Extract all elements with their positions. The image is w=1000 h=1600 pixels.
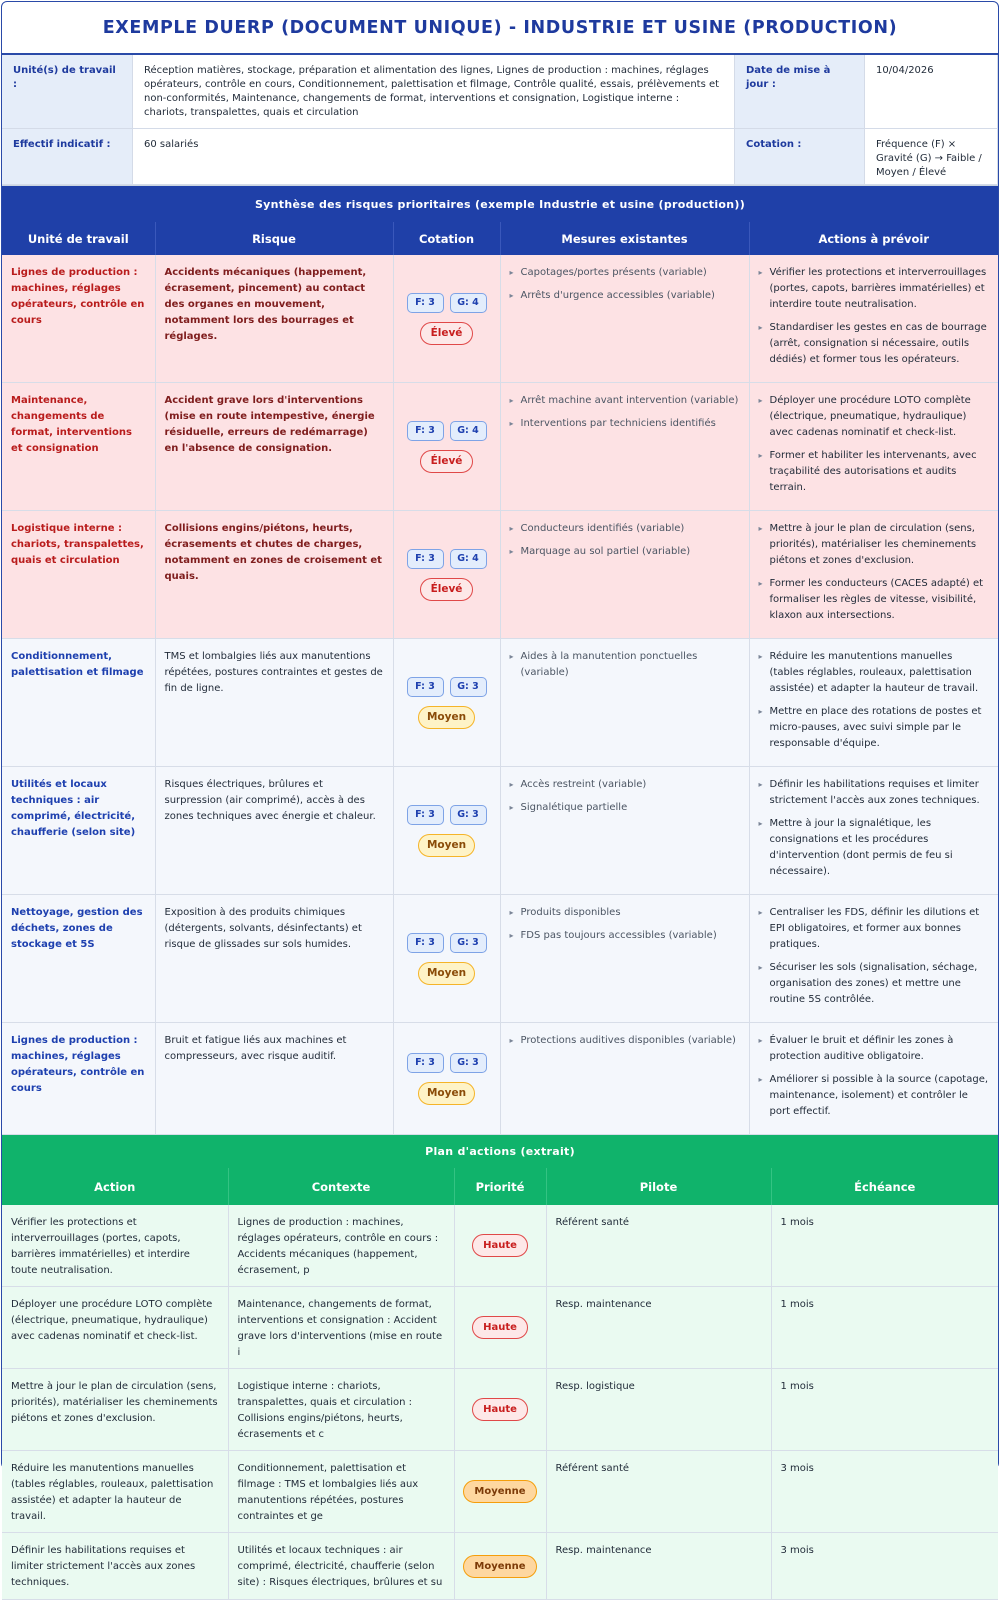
risk-row xyxy=(2,895,998,1023)
risk-section-title: Synthèse des risques prioritaires (exemple Industrie et usine (production)) xyxy=(2,186,998,222)
plan-context: Lignes de production : machines, réglages opérateurs, contrôle en cours : Accidents mécaniques (happement, écrasement, p xyxy=(228,1205,454,1287)
frequency-chip: F: 3 xyxy=(407,293,444,313)
risk-description: Collisions engins/piétons, heurts, écrasements et chutes de charges, notamment en zones de croisement et quais. xyxy=(155,511,393,639)
plan-action: Déployer une procédure LOTO complète (électrique, pneumatique, hydraulique) avec cadenas nominatif et check-list. xyxy=(2,1287,228,1369)
risk-cotation xyxy=(393,255,500,383)
cotation-value: Fréquence (F) × Gravité (G) → Faible / Moyen / Élevé xyxy=(865,129,998,185)
planned-action-item: ▸ Former et habiliter les intervenants, avec traçabilité des autorisations et audits terrain. xyxy=(759,448,990,496)
plan-deadline: 1 mois xyxy=(771,1287,998,1369)
frequency-chip: F: 3 xyxy=(407,933,444,953)
plan-row xyxy=(2,1533,998,1600)
existing-measure-item: ▸ Marquage au sol partiel (variable) xyxy=(510,544,740,560)
frequency-chip: F: 3 xyxy=(407,549,444,569)
risk-cotation xyxy=(393,767,500,895)
planned-action-item: ▸ Définir les habilitations requises et limiter strictement l'accès aux zones techniques. xyxy=(759,777,990,809)
plan-priority xyxy=(454,1287,546,1369)
risk-description: Accidents mécaniques (happement, écrasement, pincement) au contact des organes en mouvement, notamment lors des bourrages et réglages. xyxy=(155,255,393,383)
existing-measure-item: ▸ FDS pas toujours accessibles (variable) xyxy=(510,928,740,944)
priority-badge: Haute xyxy=(472,1316,528,1339)
plan-priority xyxy=(454,1533,546,1600)
existing-measures xyxy=(500,895,749,1023)
date-label: Date de mise à jour : xyxy=(735,55,865,129)
risk-row xyxy=(2,383,998,511)
planned-action-item: ▸ Mettre à jour la signalétique, les consignations et les procédures d'intervention (dont permis de feu si nécessaire). xyxy=(759,816,990,880)
existing-measures xyxy=(500,639,749,767)
plan-pilot: Resp. maintenance xyxy=(546,1533,771,1600)
existing-measure-item: ▸ Protections auditives disponibles (variable) xyxy=(510,1033,740,1049)
planned-actions-list xyxy=(759,649,990,752)
risk-cotation xyxy=(393,511,500,639)
planned-actions-list xyxy=(759,265,990,368)
cotation-scores xyxy=(398,677,496,697)
existing-measure-item: ▸ Interventions par techniciens identifiés xyxy=(510,416,740,432)
priority-badge: Moyenne xyxy=(463,1480,536,1503)
risk-header-cotation: Cotation xyxy=(393,222,500,255)
plan-deadline: 1 mois xyxy=(771,1369,998,1451)
plan-header-context: Contexte xyxy=(228,1168,454,1205)
plan-header-pilot: Pilote xyxy=(546,1168,771,1205)
planned-action-item: ▸ Évaluer le bruit et définir les zones à protection auditive obligatoire. xyxy=(759,1033,990,1065)
action-plan-table xyxy=(2,1168,998,1600)
existing-measures-list xyxy=(510,1033,740,1049)
gravity-chip: G: 4 xyxy=(450,293,487,313)
plan-section-title: Plan d'actions (extrait) xyxy=(2,1135,998,1168)
risk-unit: Lignes de production : machines, réglages opérateurs, contrôle en cours xyxy=(2,1023,155,1135)
plan-deadline: 3 mois xyxy=(771,1533,998,1600)
risk-unit: Utilités et locaux techniques : air comprimé, électricité, chaufferie (selon site) xyxy=(2,767,155,895)
existing-measures-list xyxy=(510,393,740,432)
plan-priority xyxy=(454,1205,546,1287)
plan-row xyxy=(2,1205,998,1287)
plan-header-deadline: Échéance xyxy=(771,1168,998,1205)
risk-description: Risques électriques, brûlures et surpression (air comprimé), accès à des zones techniques avec énergie et chaleur. xyxy=(155,767,393,895)
existing-measure-item: ▸ Arrêts d'urgence accessibles (variable) xyxy=(510,288,740,304)
plan-header-priority: Priorité xyxy=(454,1168,546,1205)
frequency-chip: F: 3 xyxy=(407,1053,444,1073)
planned-action-item: ▸ Mettre à jour le plan de circulation (sens, priorités), matérialiser les cheminements piétons et zones d'exclusion. xyxy=(759,521,990,569)
existing-measure-item: ▸ Accès restreint (variable) xyxy=(510,777,740,793)
risk-level-badge: Élevé xyxy=(420,322,473,345)
gravity-chip: G: 4 xyxy=(450,421,487,441)
date-value: 10/04/2026 xyxy=(865,55,998,129)
plan-pilot: Resp. logistique xyxy=(546,1369,771,1451)
plan-deadline: 1 mois xyxy=(771,1205,998,1287)
planned-actions-list xyxy=(759,521,990,624)
plan-action: Mettre à jour le plan de circulation (sens, priorités), matérialiser les cheminements piétons et zones d'exclusion. xyxy=(2,1369,228,1451)
planned-actions xyxy=(749,1023,998,1135)
risk-description: Accident grave lors d'interventions (mise en route intempestive, énergie résiduelle, erreurs de redémarrage) en l'absence de consignation. xyxy=(155,383,393,511)
plan-action: Réduire les manutentions manuelles (tables réglables, rouleaux, palettisation assistée) et adapter la hauteur de travail. xyxy=(2,1451,228,1533)
planned-actions xyxy=(749,383,998,511)
existing-measure-item: ▸ Produits disponibles xyxy=(510,905,740,921)
frequency-chip: F: 3 xyxy=(407,805,444,825)
risk-level-badge: Moyen xyxy=(418,834,475,857)
planned-actions xyxy=(749,639,998,767)
gravity-chip: G: 3 xyxy=(450,1053,487,1073)
risk-description: Exposition à des produits chimiques (détergents, solvants, désinfectants) et risque de glissades sur sols humides. xyxy=(155,895,393,1023)
existing-measures xyxy=(500,255,749,383)
planned-actions xyxy=(749,895,998,1023)
planned-action-item: ▸ Réduire les manutentions manuelles (tables réglables, rouleaux, palettisation assistée) et adapter la hauteur de travail. xyxy=(759,649,990,697)
plan-priority xyxy=(454,1451,546,1533)
existing-measures xyxy=(500,511,749,639)
plan-header-action: Action xyxy=(2,1168,228,1205)
risk-cotation xyxy=(393,383,500,511)
planned-actions-list xyxy=(759,393,990,496)
planned-action-item: ▸ Standardiser les gestes en cas de bourrage (arrêt, consignation si nécessaire, outils dédiés) et former tous les opérateurs. xyxy=(759,320,990,368)
risk-cotation xyxy=(393,895,500,1023)
risk-table xyxy=(2,222,998,1135)
risk-header-existing: Mesures existantes xyxy=(500,222,749,255)
risk-level-badge: Moyen xyxy=(418,706,475,729)
risk-unit: Logistique interne : chariots, transpalettes, quais et circulation xyxy=(2,511,155,639)
frequency-chip: F: 3 xyxy=(407,421,444,441)
plan-row xyxy=(2,1369,998,1451)
risk-level-badge: Élevé xyxy=(420,578,473,601)
plan-action: Définir les habilitations requises et limiter strictement l'accès aux zones techniques. xyxy=(2,1533,228,1600)
priority-badge: Moyenne xyxy=(463,1555,536,1578)
cotation-scores xyxy=(398,421,496,441)
risk-description: TMS et lombalgies liés aux manutentions répétées, postures contraintes et gestes de fin de ligne. xyxy=(155,639,393,767)
planned-actions-list xyxy=(759,1033,990,1120)
risk-level-badge: Moyen xyxy=(418,962,475,985)
planned-action-item: ▸ Vérifier les protections et interverrouillages (portes, capots, barrières immatérielles) et interdire toute neutralisation. xyxy=(759,265,990,313)
risk-row xyxy=(2,639,998,767)
planned-action-item: ▸ Sécuriser les sols (signalisation, séchage, organisation des zones) et mettre une routine 5S contrôlée. xyxy=(759,960,990,1008)
plan-table-header xyxy=(2,1168,998,1205)
plan-deadline: 3 mois xyxy=(771,1451,998,1533)
existing-measure-item: ▸ Capotages/portes présents (variable) xyxy=(510,265,740,281)
risk-unit: Conditionnement, palettisation et filmage xyxy=(2,639,155,767)
existing-measure-item: ▸ Conducteurs identifiés (variable) xyxy=(510,521,740,537)
existing-measure-item: ▸ Signalétique partielle xyxy=(510,800,740,816)
priority-badge: Haute xyxy=(472,1398,528,1421)
plan-row xyxy=(2,1287,998,1369)
planned-actions xyxy=(749,767,998,895)
risk-row xyxy=(2,1023,998,1135)
page-title: EXEMPLE DUERP (DOCUMENT UNIQUE) - INDUSTRIE ET USINE (PRODUCTION) xyxy=(2,2,998,55)
existing-measure-item: ▸ Aides à la manutention ponctuelles (variable) xyxy=(510,649,740,681)
gravity-chip: G: 4 xyxy=(450,549,487,569)
risk-table-header xyxy=(2,222,998,255)
existing-measures-list xyxy=(510,905,740,944)
existing-measures-list xyxy=(510,777,740,816)
plan-context: Maintenance, changements de format, interventions et consignation : Accident grave lors d'interventions (mise en route i xyxy=(228,1287,454,1369)
risk-header-actions: Actions à prévoir xyxy=(749,222,998,255)
existing-measures-list xyxy=(510,265,740,304)
risk-header-unit: Unité de travail xyxy=(2,222,155,255)
planned-actions xyxy=(749,511,998,639)
gravity-chip: G: 3 xyxy=(450,805,487,825)
cotation-scores xyxy=(398,549,496,569)
plan-context: Logistique interne : chariots, transpalettes, quais et circulation : Collisions engins/piétons, heurts, écrasements et c xyxy=(228,1369,454,1451)
planned-actions xyxy=(749,255,998,383)
plan-context: Conditionnement, palettisation et filmage : TMS et lombalgies liés aux manutentions répétées, postures contraintes et ge xyxy=(228,1451,454,1533)
existing-measures xyxy=(500,383,749,511)
existing-measures xyxy=(500,1023,749,1135)
risk-unit: Maintenance, changements de format, interventions et consignation xyxy=(2,383,155,511)
priority-badge: Haute xyxy=(472,1234,528,1257)
info-grid xyxy=(2,55,998,186)
plan-pilot: Resp. maintenance xyxy=(546,1287,771,1369)
risk-unit: Lignes de production : machines, réglages opérateurs, contrôle en cours xyxy=(2,255,155,383)
unites-label: Unité(s) de travail : xyxy=(2,55,133,129)
risk-header-risk: Risque xyxy=(155,222,393,255)
planned-action-item: ▸ Déployer une procédure LOTO complète (électrique, pneumatique, hydraulique) avec cadenas nominatif et check-list. xyxy=(759,393,990,441)
planned-actions-list xyxy=(759,777,990,880)
plan-context: Utilités et locaux techniques : air comprimé, électricité, chaufferie (selon site) : Risques électriques, brûlures et su xyxy=(228,1533,454,1600)
gravity-chip: G: 3 xyxy=(450,677,487,697)
existing-measures-list xyxy=(510,521,740,560)
frequency-chip: F: 3 xyxy=(407,677,444,697)
existing-measures-list xyxy=(510,649,740,681)
gravity-chip: G: 3 xyxy=(450,933,487,953)
risk-row xyxy=(2,511,998,639)
existing-measure-item: ▸ Arrêt machine avant intervention (variable) xyxy=(510,393,740,409)
effectif-label: Effectif indicatif : xyxy=(2,129,133,185)
risk-unit: Nettoyage, gestion des déchets, zones de stockage et 5S xyxy=(2,895,155,1023)
cotation-scores xyxy=(398,805,496,825)
plan-pilot: Référent santé xyxy=(546,1205,771,1287)
plan-row xyxy=(2,1451,998,1533)
planned-actions-list xyxy=(759,905,990,1008)
effectif-value: 60 salariés xyxy=(133,129,735,185)
planned-action-item: ▸ Centraliser les FDS, définir les dilutions et EPI obligatoires, et former aux bonnes pratiques. xyxy=(759,905,990,953)
risk-cotation xyxy=(393,1023,500,1135)
cotation-scores xyxy=(398,293,496,313)
cotation-label: Cotation : xyxy=(735,129,865,185)
risk-level-badge: Moyen xyxy=(418,1082,475,1105)
plan-action: Vérifier les protections et interverrouillages (portes, capots, barrières immatérielles) et interdire toute neutralisation. xyxy=(2,1205,228,1287)
risk-cotation xyxy=(393,639,500,767)
risk-row xyxy=(2,767,998,895)
existing-measures xyxy=(500,767,749,895)
planned-action-item: ▸ Mettre en place des rotations de postes et micro-pauses, avec suivi simple par le responsable d'équipe. xyxy=(759,704,990,752)
planned-action-item: ▸ Former les conducteurs (CACES adapté) et formaliser les règles de vitesse, visibilité, klaxon aux intersections. xyxy=(759,576,990,624)
cotation-scores xyxy=(398,1053,496,1073)
duerp-document xyxy=(1,1,999,1588)
cotation-scores xyxy=(398,933,496,953)
risk-description: Bruit et fatigue liés aux machines et compresseurs, avec risque auditif. xyxy=(155,1023,393,1135)
plan-priority xyxy=(454,1369,546,1451)
plan-pilot: Référent santé xyxy=(546,1451,771,1533)
risk-level-badge: Élevé xyxy=(420,450,473,473)
unites-value: Réception matières, stockage, préparation et alimentation des lignes, Lignes de production : machines, réglages opérateurs, contrôle en cours, Conditionnement, palettisation et filmage, Contrôle qualité, essais, prélèvements et non-conformités, Maintenance, changements de format, interventions et consignation, Logistique interne : chariots, transpalettes, quais et circulation xyxy=(133,55,735,129)
planned-action-item: ▸ Améliorer si possible à la source (capotage, maintenance, isolement) et contrôler le port effectif. xyxy=(759,1072,990,1120)
risk-row xyxy=(2,255,998,383)
